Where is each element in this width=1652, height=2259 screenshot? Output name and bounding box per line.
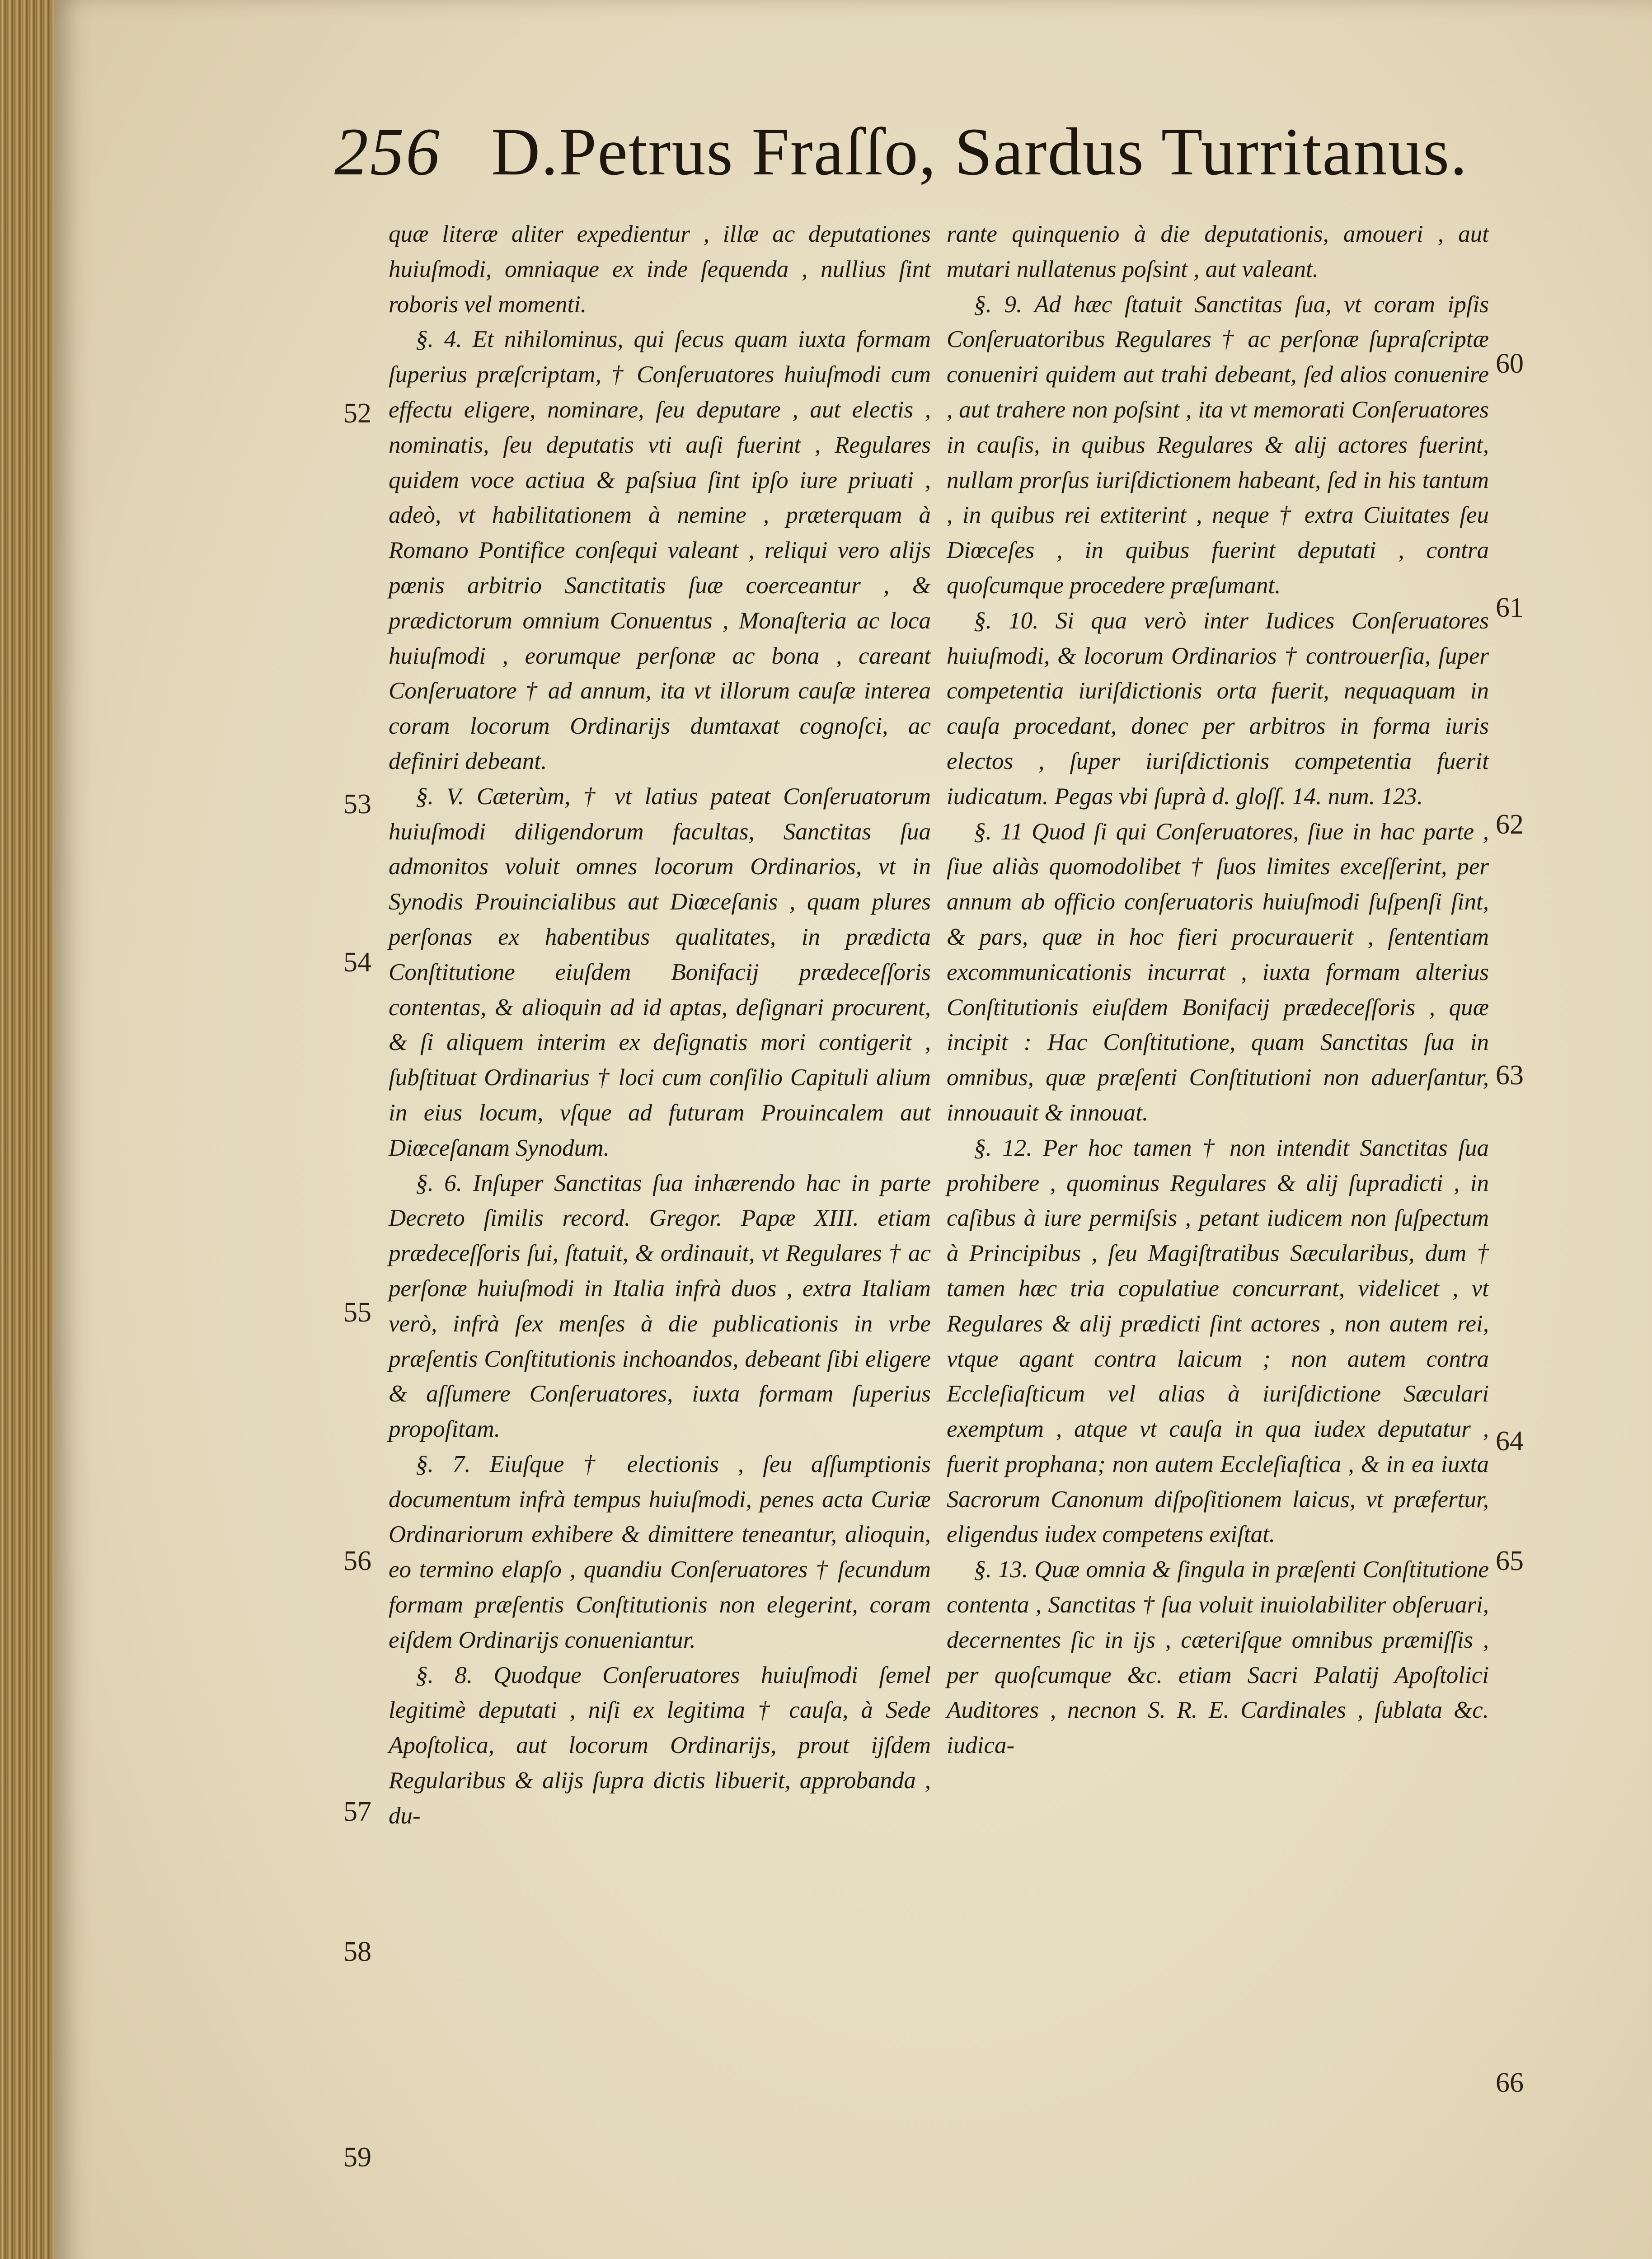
margin-number: 57 <box>343 1796 371 1827</box>
paragraph: §. 10. Si qua verò inter Iudices Conſeruatores huiuſmodi, & locorum Ordinarios † controuerſia, ſuper competentia iuriſdictionis orta fuerit, nequaquam in cauſa procedant, donec per arbitros in forma iuris electos , ſuper iuriſdictionis competentia fuerit iudicatum. Pegas vbi ſuprà d. gloſſ. 14. num. 123. <box>947 607 1489 810</box>
paragraph: §. 9. Ad hæc ſtatuit Sanctitas ſua, vt coram ipſis Conſeruatoribus Regulares † ac perſonæ ſupraſcriptæ conueniri quidem aut trahi debeant, ſed alios conuenire , aut trahere non poſsint , ita vt memorati Conſeruatores in cauſis, in quibus Regulares & alij actores fuerint, nullam prorſus iuriſdictionem habeant, ſed in his tantum , in quibus rei extiterint , neque † extra Ciuitates ſeu Diœceſes , in quibus fuerint deputati , contra quoſcumque procedere præſumant. <box>947 291 1489 599</box>
right-margin-numbers <box>1496 0 1550 2259</box>
margin-number: 56 <box>343 1546 371 1576</box>
margin-number: 62 <box>1496 809 1524 840</box>
margin-number: 58 <box>343 1936 371 1967</box>
page-number: 256 <box>334 114 441 189</box>
margin-number: 55 <box>343 1297 371 1328</box>
paragraph: quæ literæ aliter expedientur , illæ ac deputationes huiuſmodi, omniaque ex inde ſequenda , nullius ſint roboris vel momenti. <box>389 221 931 318</box>
paragraph: §. 12. Per hoc tamen † non intendit Sanctitas ſua prohibere , quominus Regulares & alij ſupradicti , in caſibus à iure permiſsis , petant iudicem non ſuſpectum à Principibus , ſeu Magiſtratibus Sæcularibus, dum † tamen hæc tria copulatiue concurrant, videlicet , vt Regulares & alij prædicti ſint actores , non autem rei, vtque agant contra laicum ; non autem contra Eccleſiaſticum vel alias à iuriſdictione Sæculari exemptum , atque vt cauſa in qua iudex deputatur , fuerit prophana; non autem Eccleſiaſtica , & in ea iuxta Sacrorum Canonum diſpoſitionem laicus, vt præfertur, eligendus iudex competens exiſtat. <box>947 1134 1489 1548</box>
paragraph: §. 6. Inſuper Sanctitas ſua inhærendo hac in parte Decreto ſimilis record. Gregor. Papæ XIII. etiam prædeceſſoris ſui, ſtatuit, & ordinauit, vt Regulares † ac perſonæ huiuſmodi in Italia infrà duos , extra Italiam verò, infrà ſex menſes à die publicationis in vrbe præſentis Conſtitutionis inchoandos, debeant ſibi eligere & aſſumere Conſeruatores, iuxta formam ſuperius propoſitam. <box>389 1170 931 1443</box>
margin-number: 52 <box>343 398 371 429</box>
margin-number: 65 <box>1496 1546 1524 1576</box>
paragraph: §. 11 Quod ſi qui Conſeruatores, ſiue in hac parte , ſiue aliàs quomodolibet † ſuos limites exceſſerint, per annum ab officio conſeruatoris huiuſmodi ſuſpenſi ſint, & pars, quæ in hoc fieri procurauerit , ſententiam excommunicationis incurrat , iuxta formam alterius Conſtitutionis eiuſdem Bonifacij prædeceſſoris , quæ incipit : Hac Conſtitutione, quam Sanctitas ſua in omnibus, quæ præſenti Conſtitutioni non aduerſantur, innouauit & innouat. <box>947 818 1489 1126</box>
margin-number: 63 <box>1496 1060 1524 1091</box>
margin-number: 64 <box>1496 1426 1524 1457</box>
running-head: D.Petrus Fraſſo, Sardus Turritanus. <box>491 114 1468 189</box>
margin-number: 66 <box>1496 2067 1524 2098</box>
margin-number: 53 <box>343 789 371 820</box>
paragraph: §. 4. Et nihilominus, qui ſecus quam iuxta formam ſuperius præſcriptam, † Conſeruatores huiuſmodi cum effectu eligere, nominare, ſeu deputare , aut electis , nominatis, ſeu deputatis vti auſi fuerint , Regulares quidem voce actiua & paſsiua ſint ipſo iure priuati , adeò, vt habilitationem à nemine , præterquam à Romano Pontifice conſequi valeant , reliqui vero alijs pœnis arbitrio Sanctitatis ſuæ coerceantur , & prædictorum omnium Conuentus , Monaſteria ac loca huiuſmodi , eorumque perſonæ ac bona , careant Conſeruatore † ad annum, ita vt illorum cauſæ interea coram locorum Ordinarijs dumtaxat cognoſci, ac definiri debeant. <box>389 326 931 774</box>
left-margin-numbers <box>343 0 398 2259</box>
paragraph: §. 8. Quodque Conſeruatores huiuſmodi ſemel legitimè deputati , niſi ex legitima † cauſa, à Sede Apoſtolica, aut locorum Ordinarijs, prout ijſdem Regularibus & alijs ſupra dictis libuerit, approbanda , du- <box>389 1662 931 1829</box>
paragraph: §. 13. Quæ omnia & ſingula in præſenti Conſtitutione contenta , Sanctitas † ſua voluit inuiolabiliter obſeruari, decernentes ſic in ijs , cæteriſque omnibus præmiſſis , per quoſcumque &c. etiam Sacri Palatij Apoſtolici Auditores , necnon S. R. E. Cardinales , ſublata &c. iudica- <box>947 1556 1489 1759</box>
paragraph: §. 7. Eiuſque † electionis , ſeu aſſumptionis documentum infrà tempus huiuſmodi, penes acta Curiæ Ordinariorum exhibere & dimittere teneantur, alioquin, eo termino elapſo , quandiu Conſeruatores † ſecundum formam præſentis Conſtitutionis non elegerint, coram eiſdem Ordinarijs conueniantur. <box>389 1451 931 1653</box>
paragraph: §. V. Cæterùm, † vt latius pateat Conſeruatorum huiuſmodi diligendorum facultas, Sanctitas ſua admonitos voluit omnes locorum Ordinarios, vt in Synodis Prouincialibus aut Diœceſanis , quam plures perſonas ex habentibus qualitates, in prædicta Conſtitutione eiuſdem Bonifacij prædeceſſoris contentas, & alioquin ad id aptas, deſignari procurent, & ſi aliquem interim ex deſignatis mori contigerit , ſubſtituat Ordinarius † loci cum conſilio Capituli alium in eius locum, vſque ad futuram Prouincalem aut Diœceſanam Synodum. <box>389 783 931 1161</box>
margin-number: 54 <box>343 947 371 978</box>
left-column <box>389 217 931 1834</box>
margin-number: 61 <box>1496 592 1524 623</box>
paragraph: rante quinquenio à die deputationis, amoueri , aut mutari nullatenus poſsint , aut valeant. <box>947 221 1489 282</box>
page-header <box>334 113 1509 208</box>
right-column <box>947 217 1489 1763</box>
margin-number: 60 <box>1496 348 1524 379</box>
margin-number: 59 <box>343 2142 371 2173</box>
